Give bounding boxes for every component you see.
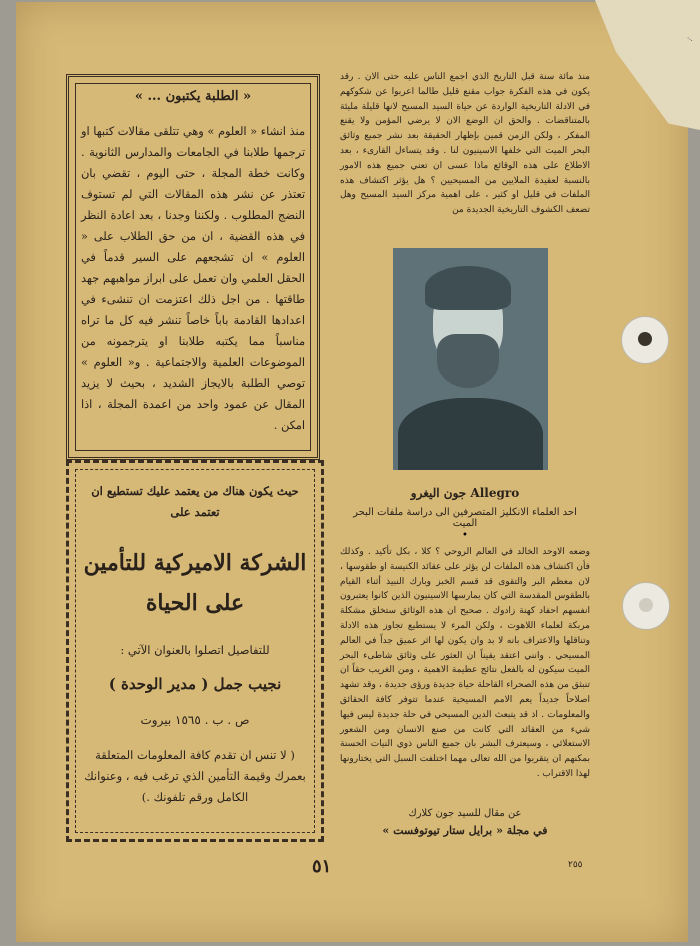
photo-caption-name: جون اليغرو Allegro	[410, 486, 520, 500]
punch-hole-reinforcement	[622, 582, 670, 630]
ad-note: ( لا تنس ان تقدم كافة المعلومات المتعلقة بعمرك وقيمة التأمين الذي ترغب فيه ، وعنوانك الكامل ورقم تلفونك .)	[84, 748, 306, 804]
insurance-advertisement	[66, 460, 324, 842]
punch-hole-reinforcement	[621, 316, 669, 364]
article-text-top: منذ مائة سنة قبل التاريخ الذي اجمع الناس عليه حتى الان . رقد يكون في هذه الفكرة جواب مقنع قليل طالما اعربوا عن شكوكهم في الادلة التاريخية الواردة عن حياة السيد المسيح لانها قليلة مليئة بالمتناقضات . والحق ان الوضع الان لا يرضي المؤمن ولا يقنع المفكر ، ولكن الزمن قمين بإظهار الحقيقة بعد نشر جميع وثائق البحر الميت التي خلفها الاسينيون لنا . وقد يتساءل القارىء ، بعد الاطلاع على هذه الوقائع ماذا عسى ان تعني جميع هذه الامور بالنسبة لعقيدة الملايين من المسيحيين ؟ هل يؤثر اكتشاف هذه الملفات في قليل او كثير ، على اهمية مركز السيد المسيح وهل تضعف الكشوف التاريخية الجديدة من	[340, 72, 590, 216]
article-source-author: عن مقال للسيد جون كلارك	[408, 808, 522, 819]
corner-handwriting: ...	[685, 32, 696, 44]
students-write-notice	[66, 74, 320, 460]
photo-caption-role: احد العلماء الانكليز المتصرفين الى دراسة ملفات البحر الميت	[353, 507, 577, 529]
page-number-left: ٥١	[312, 856, 332, 877]
notice-body: منذ انشاء « العلوم » وهي تتلقى مقالات كتبها او ترجمها طلابنا في الجامعات والمدارس الثانوية . وكانت خطة المجلة ، حتى اليوم ، تقضي بان تعتذر عن نشر هذه المقالات التي لم تستوف النضج المطلوب . ولكننا وجدنا ، بعد اعادة النظر في هذه القضية ، ان من حق الطلاب على « العلوم » ان تشجعهم على السير قدماً في الحقل العلمي وان تعمل على ابراز مواهبهم جهد طاقتها . من اجل ذلك اعتزمت ان تنشىء في اعدادها القادمة باباً خاصاً تنشر فيه كل ما تراه مناسباً مما يكتبه طلابنا او يترجمونه من الموضوعات العلمية والاجتماعية . و« العلوم » توصي الطلبة بالايجاز الشديد ، بحيث لا يزيد المقال عن عمود واحد من اعمدة المجلة ، اذا امكن .	[81, 125, 305, 432]
ad-intro: حيث يكون هناك من يعتمد عليك تستطيع ان تعتمد على	[91, 484, 299, 519]
page-number-right: ٢٥٥	[568, 860, 583, 870]
ad-company-name: الشركة الاميركية للتأمين على الحياة	[83, 550, 307, 616]
article-text-bottom: وضعه الاوحد الخالد في العالم الروحي ؟ كلا ، بكل تأكيد . وكذلك فأن اكتشاف هذه الملفات لن يؤثر على عقائد الكنيسة او طقوسها ، لان معظم البر والتقوى قد قسم الخبز وبارك النبيذ أثناء القيام بالطقوس المقدسة التي كان يمارسها الاسينيون الذين كانوا يعتبرون انفسهم احفاد كهنة زادوك . صحيح ان هذه الوثائق ستخلق مشكلة مربكة لعلماء اللاهوت ، ولكن المرء لا يستطيع تجاوز هذه الادلة وتناقلها والاعتراف بانه لا بد وان يكون لها اثر عميق جداً في العالم المسيحي . وانني اعتقد يقيناً ان العثور على وثائق شاطىء البحر الميت سيكون له بالفعل نتائج عظيمة الاهمية ، ومن الغريب حقاً ان تنبثق من هذه الصحراء القاحلة حياة جديدة ورؤى جديدة ، وقد تشهد اصلاحاً جديداً يعم الامم المسيحية عندما تتوفر كافة الحقائق والمعلومات . اذ قد يتبعث الدين المسيحي في حلة جديدة ليس فيها شيء من العقائد التي كانت من صنع الانسان ومن الشعور الاستعلائي ، وسيعترف البشر بان جميع الناس ذوي النيات الحسنة بمكنهم ان يتقربوا من الله تعالى مهما اختلفت السبل التي يختارونها لهذا الاقتراب .	[340, 547, 590, 779]
ad-po-box: ص . ب . ١٥٦٥ بيروت	[140, 713, 250, 727]
notice-title: « الطلبة يكتبون ... »	[134, 89, 252, 104]
ad-details-label: للتفاصيل اتصلوا بالعنوان الآتي :	[120, 643, 270, 657]
article-source-magazine: في مجلة « برايل ستار تيوتوفست »	[382, 824, 548, 837]
portrait-photo	[393, 248, 548, 470]
separator-bullet: •	[462, 530, 468, 541]
ad-contact: نجيب جمل ( مدير الوحدة )	[108, 675, 282, 693]
